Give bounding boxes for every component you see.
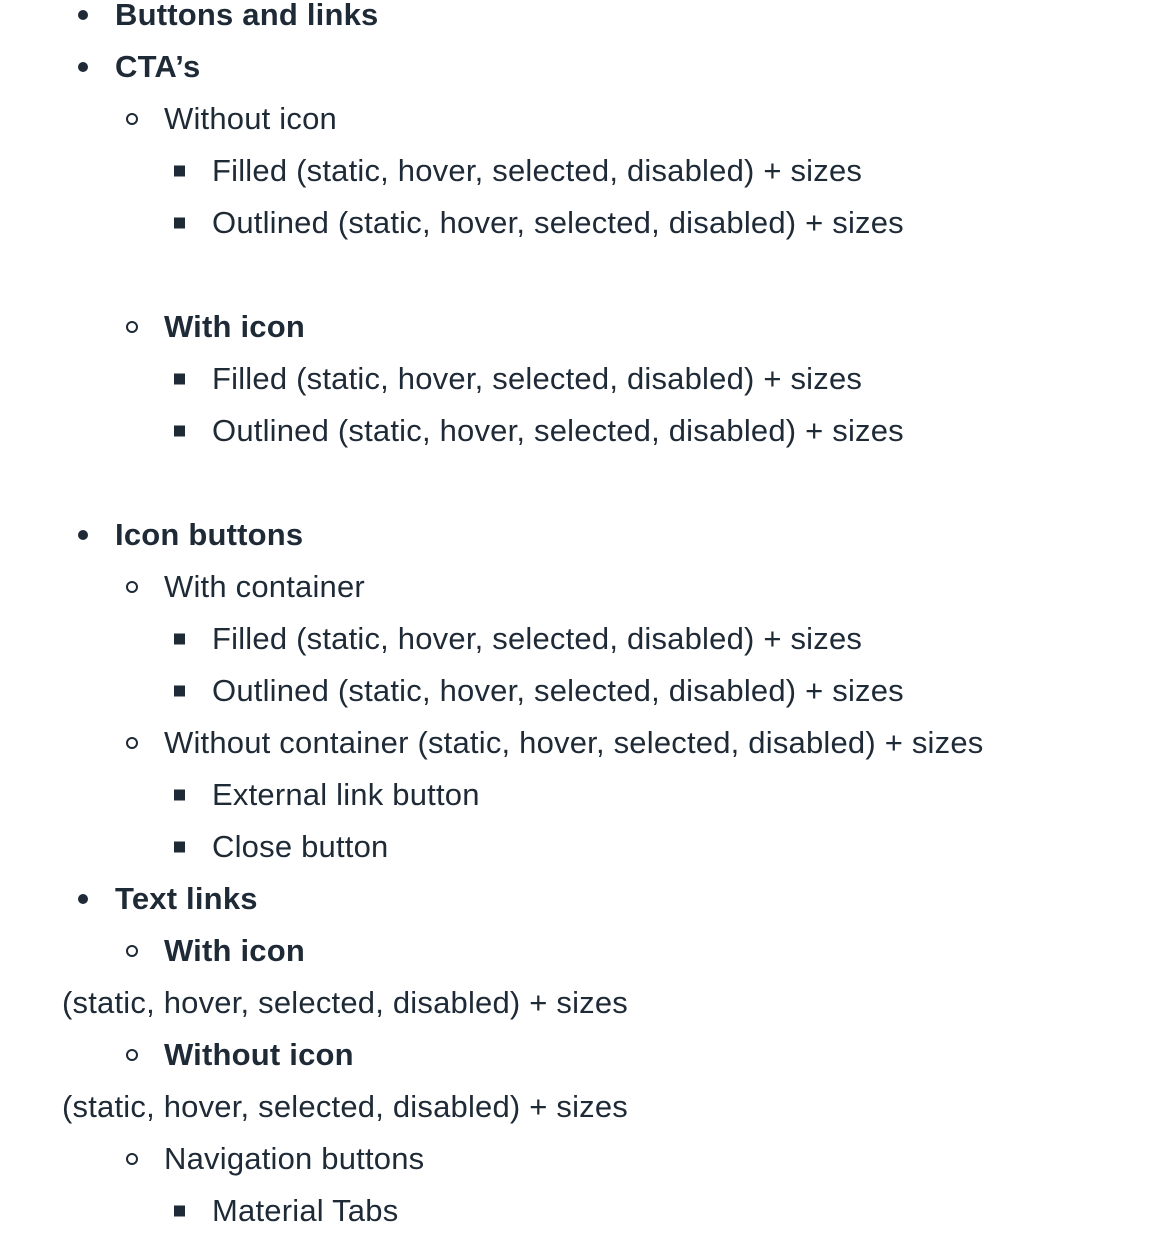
bullet-square-icon	[174, 790, 185, 801]
paragraph-states-sizes	[62, 1081, 628, 1133]
list-item-text-links	[115, 873, 258, 925]
bullet-circle-icon	[126, 113, 138, 125]
bullet-disc-icon	[78, 530, 88, 540]
list-item-label: Outlined (static, hover, selected, disabled) + sizes	[212, 413, 904, 448]
bullet-square-icon	[174, 374, 185, 385]
list-item-label: Filled (static, hover, selected, disabled) + sizes	[212, 361, 863, 396]
list-item-label: With icon	[164, 933, 305, 968]
bullet-circle-icon	[126, 1049, 138, 1061]
list-item-navigation-buttons	[164, 1133, 424, 1185]
bullet-square-icon	[174, 634, 185, 645]
bullet-circle-icon	[126, 1153, 138, 1165]
list-item-icon-buttons	[115, 509, 303, 561]
list-item-with-icon	[164, 925, 305, 977]
list-item-label: With container	[164, 569, 365, 604]
list-item-without-icon	[164, 93, 337, 145]
list-item-label: Outlined (static, hover, selected, disabled) + sizes	[212, 205, 904, 240]
bullet-disc-icon	[78, 894, 88, 904]
bullet-square-icon	[174, 1206, 185, 1217]
list-item-label: Outlined (static, hover, selected, disabled) + sizes	[212, 673, 904, 708]
list-item-buttons-and-links	[115, 0, 378, 41]
list-item-external-link-button	[212, 769, 480, 821]
bullet-square-icon	[174, 686, 185, 697]
list-item-label: Buttons and links	[115, 0, 379, 32]
list-item-close-button	[212, 821, 388, 873]
bullet-circle-icon	[126, 737, 138, 749]
bullet-circle-icon	[126, 945, 138, 957]
list-item-label: Navigation buttons	[164, 1141, 425, 1176]
list-item-label: Filled (static, hover, selected, disabled) + sizes	[212, 153, 863, 188]
bullet-square-icon	[174, 218, 185, 229]
list-item-with-icon	[164, 301, 305, 353]
list-item-label: Without icon	[164, 101, 337, 136]
bullet-disc-icon	[78, 10, 88, 20]
bullet-square-icon	[174, 166, 185, 177]
bullet-circle-icon	[126, 581, 138, 593]
bullet-square-icon	[174, 426, 185, 437]
list-item-label: Without container (static, hover, selected, disabled) + sizes	[164, 725, 984, 760]
paragraph-text: (static, hover, selected, disabled) + sizes	[62, 985, 629, 1020]
list-item-label: Filled (static, hover, selected, disabled) + sizes	[212, 621, 863, 656]
list-item-without-container	[164, 717, 983, 769]
list-item-filled	[212, 353, 862, 405]
list-item-label: Text links	[115, 881, 258, 916]
list-item-filled	[212, 145, 862, 197]
list-item-outlined	[212, 665, 904, 717]
list-item-with-container	[164, 561, 365, 613]
list-item-label: Without icon	[164, 1037, 354, 1072]
list-item-outlined	[212, 197, 904, 249]
list-item-label: With icon	[164, 309, 305, 344]
list-item-label: Close button	[212, 829, 389, 864]
list-item-filled	[212, 613, 862, 665]
paragraph-text: (static, hover, selected, disabled) + sizes	[62, 1089, 629, 1124]
bullet-disc-icon	[78, 62, 88, 72]
bullet-circle-icon	[126, 321, 138, 333]
list-item-label: External link button	[212, 777, 480, 812]
list-item-outlined	[212, 405, 904, 457]
list-item-without-icon	[164, 1029, 354, 1081]
list-item-label: CTA’s	[115, 49, 201, 84]
paragraph-states-sizes	[62, 977, 628, 1029]
list-item-ctas	[115, 41, 200, 93]
list-item-material-tabs	[212, 1185, 398, 1237]
bullet-square-icon	[174, 842, 185, 853]
list-item-label: Material Tabs	[212, 1193, 399, 1228]
list-item-label: Icon buttons	[115, 517, 304, 552]
